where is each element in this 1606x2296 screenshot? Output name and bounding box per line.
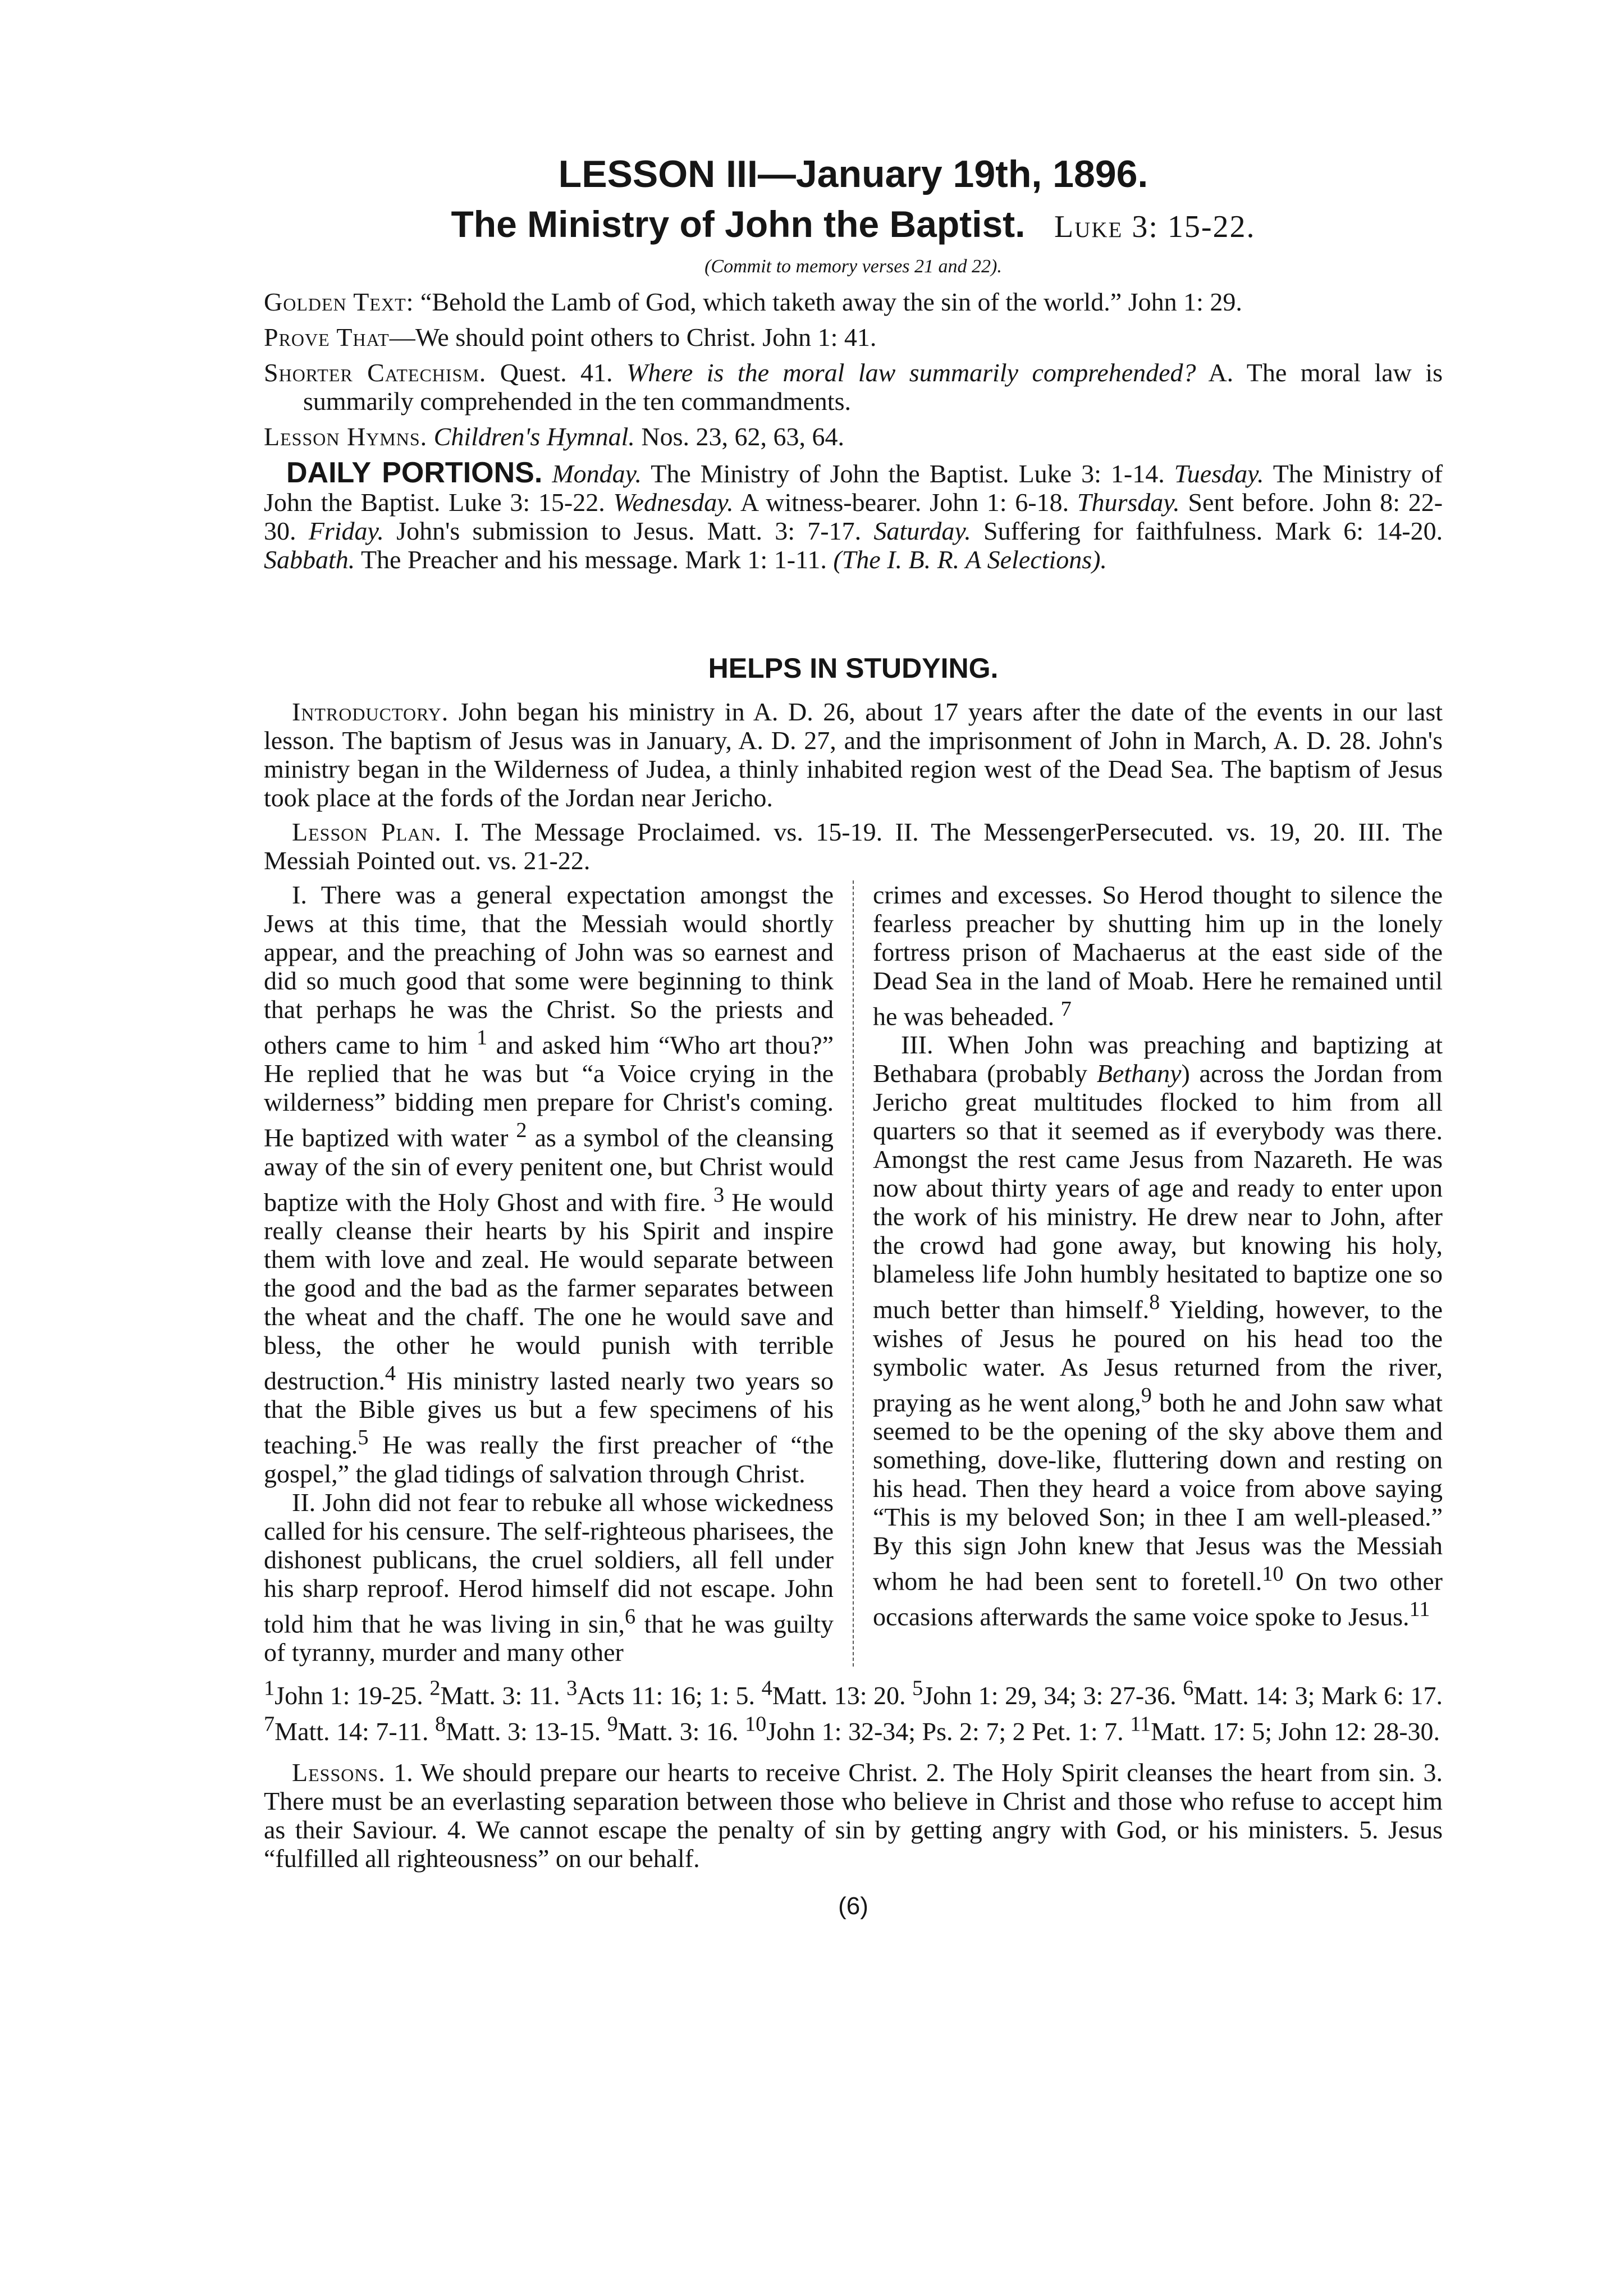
footnote-marker: 2: [516, 1119, 527, 1143]
footnote-ref: Matt. 3: 11.: [440, 1681, 560, 1710]
catechism-quest: Quest. 41.: [500, 358, 613, 387]
text-run: as a symbol of the cleansing away of the sin of every penitent one, but Christ would baptize with the Holy Ghost and with fire.: [264, 1123, 834, 1216]
footnote-number: 3: [566, 1676, 578, 1700]
text-run: On two other occasions afterwards the same voice spoke to Jesus.: [873, 1567, 1443, 1631]
text-run: ) across the Jordan from Jericho great multitudes flocked to him from all quarters so that it seemed as if everybody was there. Amongst the rest came Jesus from Nazareth. He was now about thirty years of age and ready to enter upon the work of his ministry. He drew near to John, after the crowd had gone away, but knowing his holy, blameless life John humbly hesitated to baptize one so much better than himself.: [873, 1059, 1443, 1324]
footnote-marker: 7: [1060, 997, 1072, 1021]
introductory-label: Introductory.: [292, 697, 449, 726]
footnote-number: 2: [429, 1676, 441, 1700]
two-column-commentary: [264, 880, 1443, 1667]
catechism-answer: A. The moral law is summarily comprehended in the ten commandments.: [303, 358, 1443, 416]
left-column: [264, 880, 834, 1667]
hymns-book: Children's Hymnal.: [433, 422, 635, 451]
footnote-marker: 8: [1149, 1290, 1160, 1314]
text-run: His ministry lasted nearly two years so that the Bible gives us but a few specimens of his teaching.: [264, 1366, 834, 1459]
footnote-number: 11: [1130, 1712, 1151, 1736]
footnote-number: 9: [607, 1712, 618, 1736]
daily-monday-label: Monday.: [552, 459, 642, 488]
prove-that-label: Prove That: [264, 323, 390, 352]
daily-saturday: Suffering for faithfulness. Mark 6: 14-20.: [983, 517, 1443, 545]
text-run: both he and John saw what seemed to be the opening of the sky above them and something, dove-like, fluttering down and resting on his head. Then they heard a voice from above saying “This is my beloved Son; in thee I am well-pleased.” By this sign John knew that Jesus was the Messiah whom he had been sent to foretell.: [873, 1387, 1443, 1596]
daily-sabbath: The Preacher and his message. Mark 1: 1-11.: [360, 545, 827, 574]
footnote-marker: 1: [476, 1026, 488, 1049]
footnote: [607, 1712, 739, 1746]
lessons-label: Lessons.: [292, 1758, 386, 1787]
text-run: and asked him “Who art thou?” He replied that he was but “a Voice crying in the wilderness” bidding men prepare for Christ's coming. He baptized with water: [264, 1030, 834, 1152]
footnote-ref: John 1: 32-34; Ps. 2: 7; 2 Pet. 1: 7.: [766, 1717, 1124, 1746]
text-run: He was really the first preacher of “the gospel,” the glad tidings of salvation through Christ.: [264, 1430, 834, 1488]
daily-sabbath-label: Sabbath.: [264, 545, 355, 574]
text-run: II. John did not fear to rebuke all whose wickedness called for his censure. The self-righteous pharisees, the dishonest publicans, the cruel soldiers, all fell under his sharp reproof. Herod himself did not escape. John told him that he was living in sin,: [264, 1487, 834, 1638]
lesson-title: The Ministry of John the Baptist.: [451, 203, 1026, 245]
lesson-plan-label: Lesson Plan.: [292, 818, 442, 846]
footnote-marker: 4: [385, 1361, 396, 1385]
footnote-marker: 11: [1409, 1597, 1430, 1622]
footnote-number: 8: [434, 1712, 446, 1736]
commentary-section-2-continued: [873, 880, 1443, 1030]
daily-portions: [264, 459, 1443, 574]
prove-that-body: —We should point others to Christ. John 1: 41.: [389, 323, 877, 352]
footnote-number: 4: [761, 1676, 772, 1700]
golden-text-body: “Behold the Lamb of God, which taketh away the sin of the world.” John 1: 29.: [420, 287, 1242, 316]
text-run-italic: Bethany: [1096, 1059, 1182, 1088]
lessons-body: 1. We should prepare our hearts to receive Christ. 2. The Holy Spirit cleanses the heart from sin. 3. There must be an everlasting separation between those who believe in Christ and those who refuse to accept him as their Saviour. 4. We cannot escape the penalty of sin by getting angry with God, or his ministers. 5. Jesus “fulfilled all righteousness” on our behalf.: [264, 1758, 1443, 1873]
shorter-catechism: [264, 358, 1443, 416]
page-number: (6): [838, 1892, 868, 1920]
text-run: Yielding, however, to the wishes of Jesus he poured on his head too the symbolic water. As Jesus returned from the river, praying as he went along,: [873, 1295, 1443, 1417]
commentary-section-3: [873, 1030, 1443, 1631]
footnote: [429, 1676, 560, 1710]
footnote-ref: Matt. 3: 16.: [617, 1717, 739, 1746]
footnote: [761, 1676, 906, 1710]
footnote-marker: 3: [713, 1183, 725, 1207]
prove-that: [264, 323, 1443, 352]
hymns-label: Lesson Hymns.: [264, 422, 428, 451]
daily-tuesday: The Ministry of John the Baptist. Luke 3: 15-22.: [264, 459, 1443, 517]
footnote-number: 7: [264, 1712, 275, 1736]
footnote: [744, 1712, 1124, 1746]
golden-text-label: Golden Text:: [264, 287, 414, 316]
daily-wednesday-label: Wednesday.: [613, 488, 734, 517]
footnote-ref: Acts 11: 16; 1: 5.: [577, 1681, 756, 1710]
footnote-number: 1: [264, 1676, 275, 1700]
daily-friday-label: Friday.: [308, 517, 384, 545]
commentary-section-2: [264, 1488, 834, 1667]
footnote-number: 6: [1183, 1676, 1194, 1700]
daily-thursday-label: Thursday.: [1077, 488, 1180, 517]
lesson-heading: LESSON III—January 19th, 1896.: [558, 153, 1149, 195]
daily-wednesday: A witness-bearer. John 1: 6-18.: [740, 488, 1069, 517]
daily-friday: John's submission to Jesus. Matt. 3: 7-17.: [396, 517, 862, 545]
footnote-marker: 9: [1141, 1383, 1152, 1407]
footnote: [1130, 1712, 1440, 1746]
footnote-ref: Matt. 17: 5; John 12: 28-30.: [1151, 1717, 1440, 1746]
text-run: that he was guilty of tyranny, murder and many other: [264, 1609, 834, 1667]
catechism-question: Where is the moral law summarily comprehended?: [626, 358, 1196, 387]
commit-to-memory: (Commit to memory verses 21 and 22).: [704, 256, 1002, 277]
text-run: crimes and excesses. So Herod thought to silence the fearless preacher by shutting him up in the lonely fortress prison of Machaerus at the east side of the Dead Sea in the land of Moab. Here he remained until he was beheaded.: [873, 880, 1443, 1031]
page: [264, 152, 1443, 1920]
footnote: [434, 1712, 601, 1746]
hymns-numbers: Nos. 23, 62, 63, 64.: [641, 422, 845, 451]
footnote: [264, 1676, 423, 1710]
lesson-reference: Luke 3: 15-22.: [1054, 209, 1256, 244]
golden-text: [264, 287, 1443, 316]
lesson-title-row: [264, 202, 1443, 250]
footnote-ref: Matt. 3: 13-15.: [446, 1717, 601, 1746]
column-divider: [853, 880, 854, 1667]
footnote-ref: John 1: 19-25.: [274, 1681, 423, 1710]
lesson-hymns: [264, 422, 1443, 451]
introductory: [264, 697, 1443, 812]
daily-thursday: Sent before. John 8: 22-30.: [264, 488, 1443, 545]
daily-selections: (The I. B. R. A Selections).: [833, 545, 1107, 574]
footnote: [566, 1676, 756, 1710]
footnote-number: 5: [912, 1676, 923, 1700]
daily-tuesday-label: Tuesday.: [1174, 459, 1264, 488]
daily-monday: The Ministry of John the Baptist. Luke 3: 1-14.: [651, 459, 1165, 488]
footnote-ref: Matt. 13: 20.: [772, 1681, 906, 1710]
catechism-label: Shorter Catechism.: [264, 358, 487, 387]
footnotes: [264, 1674, 1443, 1746]
footnote-ref: Matt. 14: 7-11.: [274, 1717, 429, 1746]
footnote-marker: 10: [1262, 1562, 1284, 1586]
footnote: [1183, 1676, 1443, 1710]
daily-saturday-label: Saturday.: [873, 517, 971, 545]
footnote: [912, 1676, 1177, 1710]
commentary-section-1: [264, 880, 834, 1488]
lessons: [264, 1758, 1443, 1873]
helps-heading: HELPS IN STUDYING.: [708, 652, 999, 684]
footnote-number: 10: [744, 1712, 767, 1736]
text-run: He would really cleanse their hearts by his Spirit and inspire them with love and zeal. He would separate between the good and the bad as the farmer separates between the wheat and the chaff. The one he would save and bless, the other he would punish with terrible destruction.: [264, 1187, 834, 1395]
introductory-body: John began his ministry in A. D. 26, about 17 years after the date of the events in our last lesson. The baptism of Jesus was in January, A. D. 27, and the imprisonment of John in March, A. D. 28. John's ministry began in the Wilderness of Judea, a thinly inhabited region west of the Dead Sea. The baptism of Jesus took place at the fords of the Jordan near Jericho.: [264, 697, 1443, 812]
text-run: III. When John was preaching and baptizing at Bethabara (probably: [873, 1030, 1443, 1088]
text-run: I. There was a general expectation amongst the Jews at this time, that the Messiah would shortly appear, and the preaching of John was so earnest and did so much good that some were beginning to think that perhaps he was the Christ. So the priests and others came to him: [264, 880, 834, 1060]
right-column: [873, 880, 1443, 1667]
footnote-marker: 6: [625, 1604, 636, 1628]
footnote-marker: 5: [358, 1426, 369, 1450]
footnote: [264, 1712, 429, 1746]
footnote-ref: John 1: 29, 34; 3: 27-36.: [923, 1681, 1177, 1710]
lesson-plan: [264, 818, 1443, 875]
daily-label: DAILY PORTIONS.: [286, 457, 543, 489]
footnote-ref: Matt. 14: 3; Mark 6: 17.: [1193, 1681, 1443, 1710]
lesson-plan-body: I. The Message Proclaimed. vs. 15-19. II. The MessengerPersecuted. vs. 19, 20. III. The Messiah Pointed out. vs. 21-22.: [264, 818, 1443, 875]
